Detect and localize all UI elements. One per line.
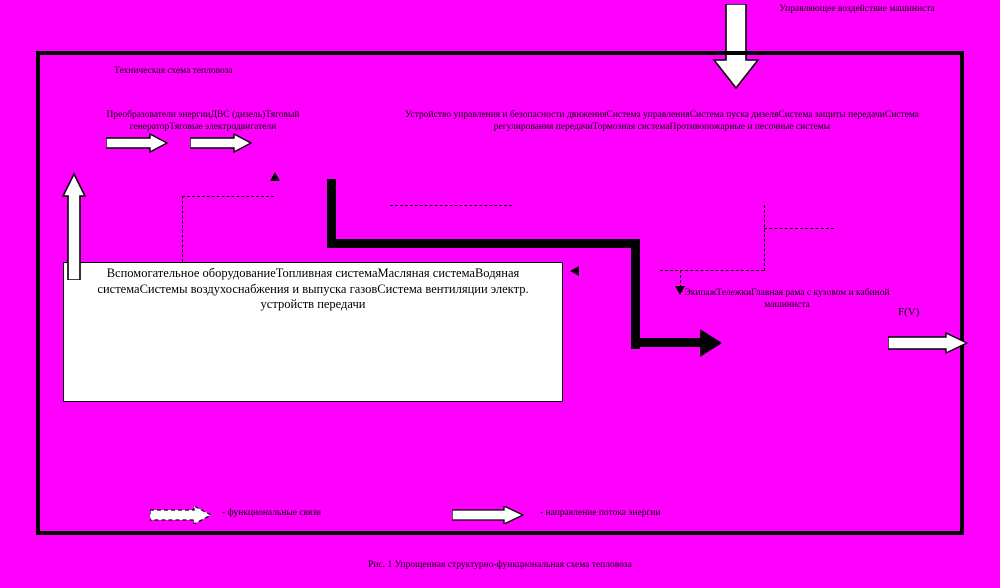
energy-converters-label: Преобразователи энергииДВС (дизель)Тяговый генераторТяговые электродвигатели bbox=[106, 110, 300, 132]
scheme-title-label: Техническая схема тепловоза bbox=[114, 66, 233, 76]
traction-force-label: F(V) bbox=[898, 306, 920, 318]
energy-flow-line-vertical-left bbox=[327, 179, 336, 247]
running-gear-label: ЭкипажТележкиГлавная рама с кузовом и кабиной машиниста bbox=[684, 288, 890, 310]
arrow-converters-1-right bbox=[106, 133, 168, 153]
legend-functional-label: - функциональные связи bbox=[222, 508, 322, 518]
energy-flow-line-horizontal bbox=[327, 239, 640, 248]
functional-link-left-arrowhead bbox=[270, 172, 280, 181]
functional-link-right-horizontal bbox=[660, 270, 764, 271]
functional-link-running-gear-arrowhead bbox=[675, 286, 685, 295]
arrow-energy-input-up bbox=[62, 172, 86, 280]
functional-link-left-vertical bbox=[182, 196, 183, 262]
energy-flow-line-to-running-gear bbox=[640, 338, 702, 347]
functional-link-box-arrowhead bbox=[570, 266, 579, 276]
legend-hollow-arrow-icon bbox=[452, 506, 524, 524]
figure-caption: Рис. 1 Упрощенная структурно-функциональная схема тепловоза bbox=[368, 560, 632, 570]
legend-dashed-arrow-icon bbox=[150, 506, 212, 524]
driver-control-label: Управляющее воздействие машиниста bbox=[779, 4, 935, 14]
arrow-converters-2-right bbox=[190, 133, 252, 153]
arrow-force-output-right bbox=[888, 332, 968, 354]
functional-link-middle bbox=[390, 205, 512, 206]
control-devices-label: Устройство управления и безопасности движенияСистема управленияСистема пуска дизеляСистема защиты передачиСистема регулирования передачиТормозная системаПротивопожарные и песочные системы bbox=[404, 110, 920, 132]
functional-link-right-top bbox=[764, 228, 834, 229]
legend-energy-label: - направление потока энергии bbox=[540, 508, 661, 518]
functional-link-right-vertical bbox=[764, 205, 765, 271]
functional-link-left-horizontal bbox=[182, 196, 274, 197]
aux-equipment-label: Вспомогательное оборудованиеТопливная системаМасляная системаВодяная системаСистемы воздухоснабжения и выпуска газовСистема вентиляции электр. устройств передачи bbox=[97, 266, 529, 312]
energy-flow-arrowhead bbox=[700, 329, 722, 357]
energy-flow-line-vertical-right bbox=[631, 239, 640, 349]
